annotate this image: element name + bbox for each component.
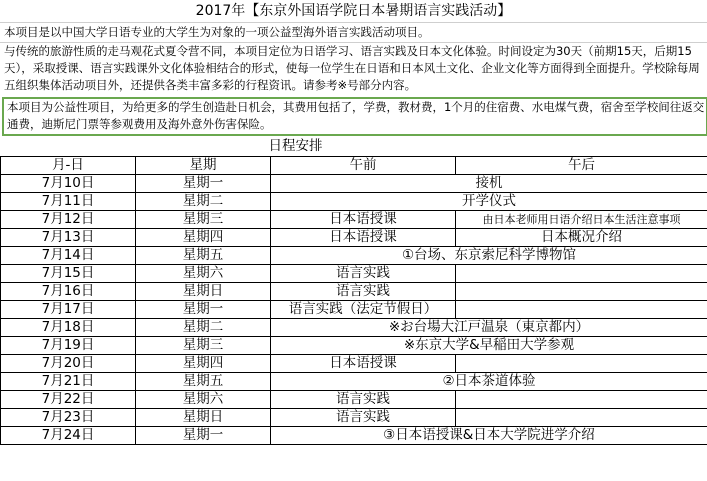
schedule-caption-left [1,136,136,157]
schedule-row [1,427,707,445]
row-afternoon [456,283,707,301]
row-afternoon [456,355,707,373]
row-afternoon [456,409,707,427]
schedule-row [1,355,707,373]
row-morning: 日本语授课 [271,211,456,229]
row-date: 7月22日 [1,391,136,409]
schedule-row [1,175,707,193]
row-weekday: 星期四 [136,229,271,247]
row-date: 7月13日 [1,229,136,247]
row-date: 7月24日 [1,427,136,445]
row-morning: 语言实践 [271,391,456,409]
row-date: 7月14日 [1,247,136,265]
schedule-row [1,193,707,211]
row-morning: 语言实践 [271,409,456,427]
schedule-row [1,229,707,247]
row-morning: 日本语授课 [271,355,456,373]
row-activity: ※お台場大江戸温泉（東京都内） [271,319,707,337]
row-weekday: 星期五 [136,247,271,265]
row-weekday: 星期五 [136,373,271,391]
row-date: 7月20日 [1,355,136,373]
schedule-row [1,247,707,265]
row-date: 7月16日 [1,283,136,301]
cost-note-box: 本项目为公益性项目，为给更多的学生创造赴日机会，其费用包括了，学费，教材费，1个月的住宿费、水电煤气费，宿舍至学校间往返交通费，迪斯尼门票等参观费用及海外意外伤害保险。 [2,97,707,136]
row-morning: 语言实践 [271,283,456,301]
row-afternoon [456,391,707,409]
row-activity: ①台场、东京索尼科学博物馆 [271,247,707,265]
row-date: 7月17日 [1,301,136,319]
header-afternoon: 午后 [456,157,707,175]
schedule-row [1,391,707,409]
schedule-caption: 日程安排 [136,136,456,157]
page-title: 2017年【东京外国语学院日本暑期语言实践活动】 [0,0,707,23]
row-afternoon: 由日本老师用日语介绍日本生活注意事项 [456,211,707,229]
row-morning: 语言实践 [271,265,456,283]
row-date: 7月21日 [1,373,136,391]
row-afternoon [456,301,707,319]
row-weekday: 星期一 [136,301,271,319]
row-date: 7月18日 [1,319,136,337]
schedule-row [1,283,707,301]
row-activity: ③日本语授课&日本大学院进学介绍 [271,427,707,445]
header-morning: 午前 [271,157,456,175]
row-date: 7月12日 [1,211,136,229]
row-date: 7月23日 [1,409,136,427]
schedule-row [1,265,707,283]
row-date: 7月19日 [1,337,136,355]
row-morning: 日本语授课 [271,229,456,247]
intro-text: 本项目是以中国大学日语专业的大学生为对象的一项公益型海外语言实践活动项目。 [0,22,707,43]
row-afternoon: 日本概况介绍 [456,229,707,247]
row-weekday: 星期三 [136,211,271,229]
row-afternoon [456,265,707,283]
row-weekday: 星期二 [136,319,271,337]
row-weekday: 星期六 [136,265,271,283]
row-weekday: 星期四 [136,355,271,373]
schedule-row [1,337,707,355]
schedule-header-row [1,157,707,175]
row-weekday: 星期六 [136,391,271,409]
row-weekday: 星期一 [136,427,271,445]
row-date: 7月11日 [1,193,136,211]
schedule-caption-right [456,136,707,157]
schedule-row [1,409,707,427]
row-activity: ②日本茶道体验 [271,373,707,391]
row-morning: 语言实践（法定节假日） [271,301,456,319]
schedule-row [1,373,707,391]
row-weekday: 星期三 [136,337,271,355]
schedule-row [1,301,707,319]
row-activity: ※东京大学&早稲田大学参观 [271,337,707,355]
row-weekday: 星期日 [136,409,271,427]
header-date: 月-日 [1,157,136,175]
header-weekday: 星期 [136,157,271,175]
row-activity: 开学仪式 [271,193,707,211]
row-weekday: 星期一 [136,175,271,193]
row-date: 7月15日 [1,265,136,283]
row-weekday: 星期日 [136,283,271,301]
schedule-caption-row [1,136,707,157]
row-weekday: 星期二 [136,193,271,211]
schedule-row [1,211,707,229]
row-date: 7月10日 [1,175,136,193]
row-activity: 接机 [271,175,707,193]
schedule-row [1,319,707,337]
schedule-table [0,136,707,445]
description-text: 与传统的旅游性质的走马观花式夏令营不同，本项目定位为日语学习、语言实践及日本文化体验。时间设定为30天（前期15天，后期15天），采取授课、语言实践课外文化体验相结合的形式，使每一位学生在日语和日本风土文化、企业文化等方面得到全面提升。学校除每周五组织集体活动项目外，还提供各类丰富多彩的行程资讯。请参考※号部分内容。 [4,44,700,92]
